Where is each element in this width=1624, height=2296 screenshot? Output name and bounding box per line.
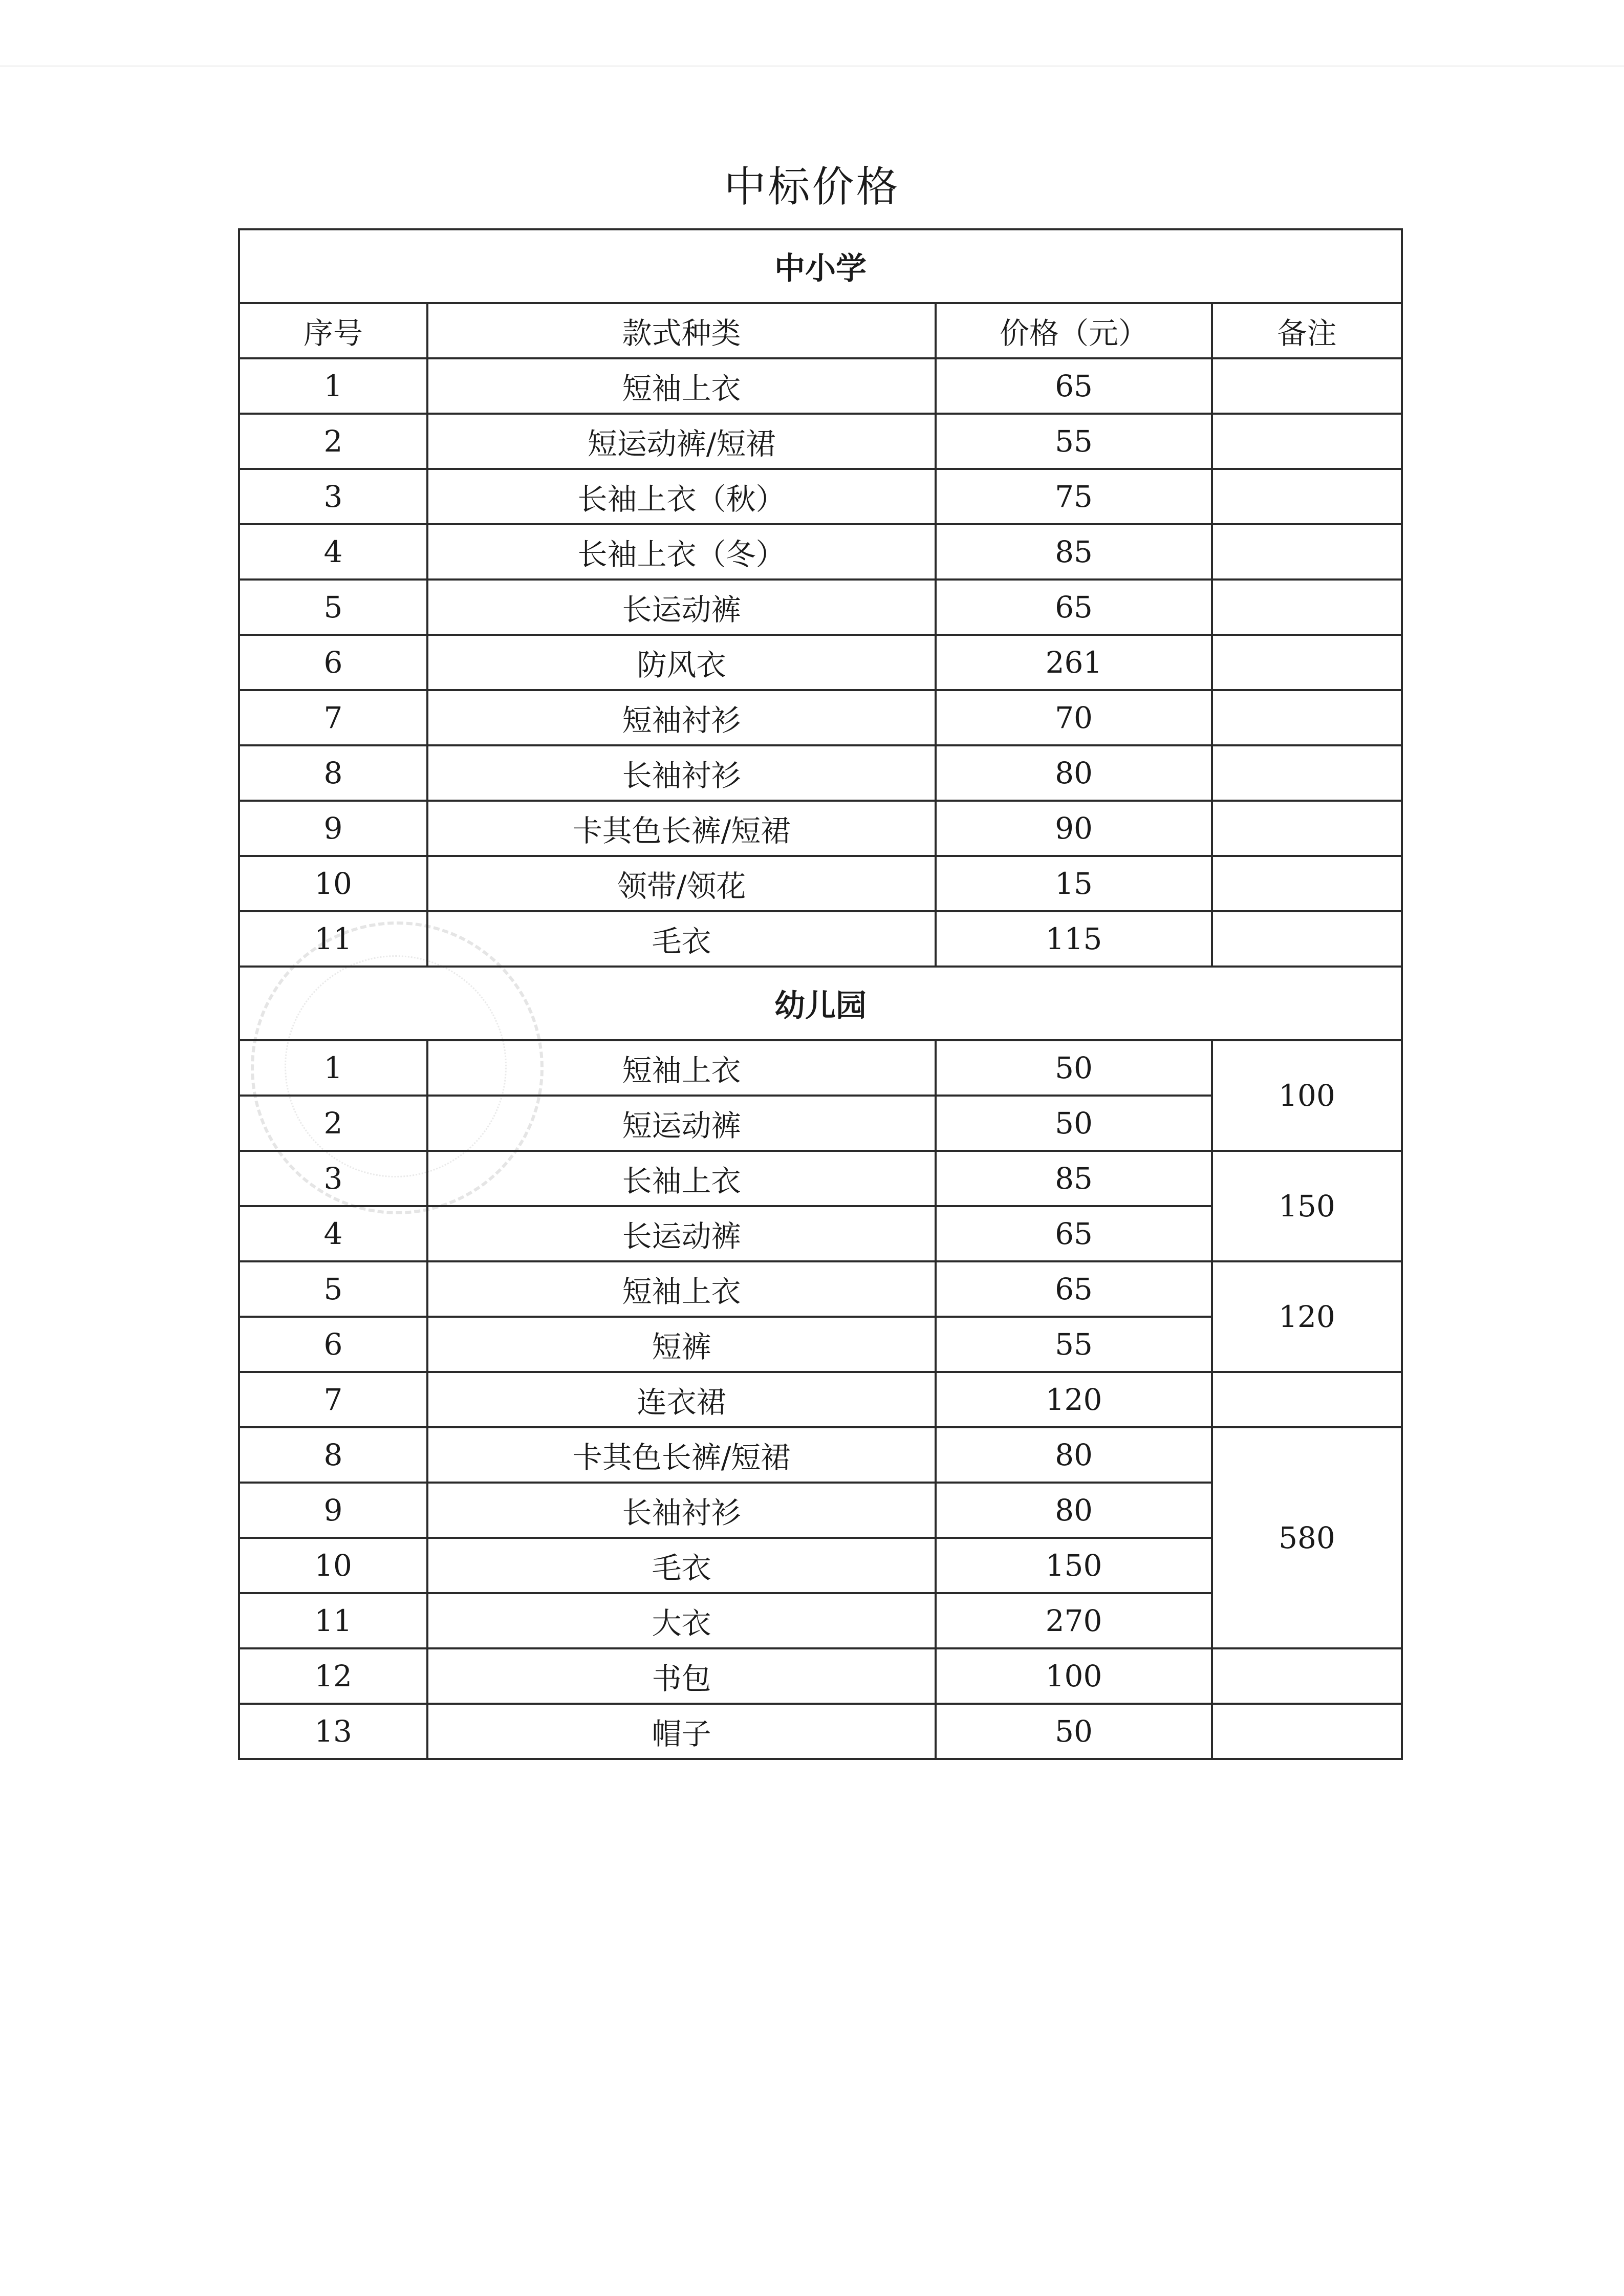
- table-row: [239, 469, 1402, 524]
- row-item: 短袖上衣: [427, 1261, 936, 1317]
- row-no: 5: [239, 580, 427, 635]
- row-no: 8: [239, 745, 427, 801]
- row-no: 4: [239, 524, 427, 580]
- row-note: [1212, 690, 1402, 745]
- page-title: 中标价格: [724, 163, 900, 211]
- row-note: [1212, 358, 1402, 414]
- row-no: 11: [239, 911, 427, 967]
- row-note: [1212, 414, 1402, 469]
- row-price: 270: [936, 1593, 1212, 1648]
- row-price: 50: [936, 1704, 1212, 1759]
- row-item: 长袖上衣（秋）: [427, 469, 936, 524]
- row-no: 2: [239, 1096, 427, 1151]
- row-note: [1212, 524, 1402, 580]
- row-price: 70: [936, 690, 1212, 745]
- col-header-no: 序号: [239, 303, 427, 358]
- table-row: [239, 1704, 1402, 1759]
- row-price: 55: [936, 414, 1212, 469]
- row-note-merged: 150: [1212, 1151, 1402, 1261]
- row-note-merged: 100: [1212, 1040, 1402, 1151]
- table-row: [239, 801, 1402, 856]
- row-note: [1212, 1648, 1402, 1704]
- row-item: 大衣: [427, 1593, 936, 1648]
- table-row: [239, 856, 1402, 911]
- row-note: [1212, 1704, 1402, 1759]
- row-price: 65: [936, 1206, 1212, 1261]
- table-row: [239, 635, 1402, 690]
- row-item: 连衣裙: [427, 1372, 936, 1427]
- row-item: 短袖上衣: [427, 358, 936, 414]
- row-note-merged: 580: [1212, 1427, 1402, 1648]
- row-item: 短袖上衣: [427, 1040, 936, 1096]
- row-item: 长运动裤: [427, 1206, 936, 1261]
- row-no: 10: [239, 1538, 427, 1593]
- table-row: [239, 1427, 1402, 1483]
- row-price: 65: [936, 1261, 1212, 1317]
- row-no: 9: [239, 1483, 427, 1538]
- section-header-row: [239, 229, 1402, 303]
- row-item: 长运动裤: [427, 580, 936, 635]
- row-price: 261: [936, 635, 1212, 690]
- row-item: 短运动裤: [427, 1096, 936, 1151]
- row-item: 短裤: [427, 1317, 936, 1372]
- section-title-kindergarten: 幼儿园: [239, 967, 1402, 1040]
- row-item: 帽子: [427, 1704, 936, 1759]
- row-item: 短运动裤/短裙: [427, 414, 936, 469]
- column-header-row: [239, 303, 1402, 358]
- row-price: 85: [936, 1151, 1212, 1206]
- table-row: [239, 690, 1402, 745]
- col-header-price: 价格（元）: [936, 303, 1212, 358]
- row-no: 3: [239, 469, 427, 524]
- row-price: 75: [936, 469, 1212, 524]
- row-price: 100: [936, 1648, 1212, 1704]
- row-item: 卡其色长裤/短裙: [427, 801, 936, 856]
- row-price: 85: [936, 524, 1212, 580]
- table-row: [239, 1151, 1402, 1206]
- row-note: [1212, 580, 1402, 635]
- row-price: 80: [936, 1427, 1212, 1483]
- row-item: 毛衣: [427, 1538, 936, 1593]
- row-price: 65: [936, 580, 1212, 635]
- row-note: [1212, 856, 1402, 911]
- row-item: 短袖衬衫: [427, 690, 936, 745]
- row-no: 6: [239, 635, 427, 690]
- row-item: 长袖衬衫: [427, 1483, 936, 1538]
- row-price: 115: [936, 911, 1212, 967]
- row-no: 3: [239, 1151, 427, 1206]
- row-price: 55: [936, 1317, 1212, 1372]
- table-row: [239, 1261, 1402, 1317]
- row-no: 1: [239, 358, 427, 414]
- row-item: 长袖上衣: [427, 1151, 936, 1206]
- row-no: 11: [239, 1593, 427, 1648]
- row-price: 15: [936, 856, 1212, 911]
- row-note: [1212, 801, 1402, 856]
- row-price: 50: [936, 1040, 1212, 1096]
- row-no: 6: [239, 1317, 427, 1372]
- row-no: 13: [239, 1704, 427, 1759]
- row-price: 150: [936, 1538, 1212, 1593]
- row-note-merged: 120: [1212, 1261, 1402, 1372]
- row-item: 长袖上衣（冬）: [427, 524, 936, 580]
- table-row: [239, 580, 1402, 635]
- price-table: [238, 228, 1403, 1760]
- row-item: 毛衣: [427, 911, 936, 967]
- row-no: 9: [239, 801, 427, 856]
- section-header-row: [239, 967, 1402, 1040]
- row-price: 90: [936, 801, 1212, 856]
- row-no: 1: [239, 1040, 427, 1096]
- row-item: 书包: [427, 1648, 936, 1704]
- row-item: 卡其色长裤/短裙: [427, 1427, 936, 1483]
- table-row: [239, 1372, 1402, 1427]
- row-price: 80: [936, 1483, 1212, 1538]
- row-item: 长袖衬衫: [427, 745, 936, 801]
- table-row: [239, 1040, 1402, 1096]
- row-no: 10: [239, 856, 427, 911]
- row-price: 65: [936, 358, 1212, 414]
- row-price: 80: [936, 745, 1212, 801]
- col-header-item: 款式种类: [427, 303, 936, 358]
- table-row: [239, 1648, 1402, 1704]
- scan-artifact-line: [0, 66, 1624, 67]
- row-no: 4: [239, 1206, 427, 1261]
- row-item: 领带/领花: [427, 856, 936, 911]
- col-header-note: 备注: [1212, 303, 1402, 358]
- table-row: [239, 358, 1402, 414]
- row-no: 5: [239, 1261, 427, 1317]
- row-note: [1212, 469, 1402, 524]
- row-no: 7: [239, 690, 427, 745]
- row-price: 50: [936, 1096, 1212, 1151]
- row-price: 120: [936, 1372, 1212, 1427]
- table-row: [239, 745, 1402, 801]
- section-title-primary-middle: 中小学: [239, 229, 1402, 303]
- table-row: [239, 524, 1402, 580]
- row-no: 7: [239, 1372, 427, 1427]
- row-note: [1212, 911, 1402, 967]
- table-row: [239, 414, 1402, 469]
- row-note: [1212, 1372, 1402, 1427]
- row-note: [1212, 635, 1402, 690]
- row-item: 防风衣: [427, 635, 936, 690]
- row-no: 12: [239, 1648, 427, 1704]
- table-row: [239, 911, 1402, 967]
- row-no: 2: [239, 414, 427, 469]
- row-note: [1212, 745, 1402, 801]
- row-no: 8: [239, 1427, 427, 1483]
